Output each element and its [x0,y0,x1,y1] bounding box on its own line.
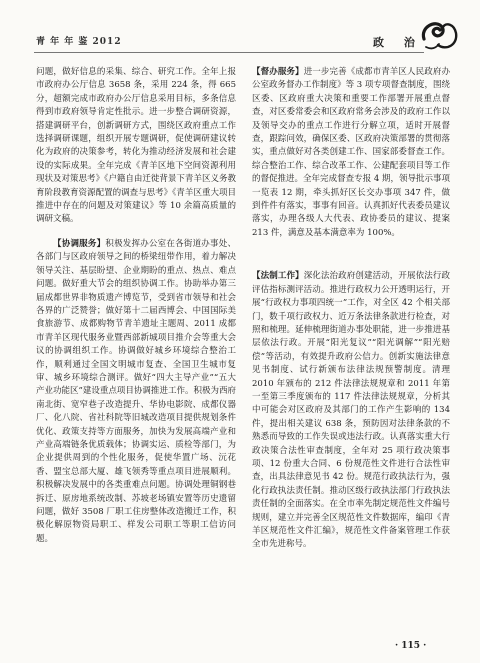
section-text: 深化法治政府创建活动，开展依法行政评估指标测评活动。推进行政权力公开透明运行，开展“行政权力事项四统一”工作，对全区 42 个相关部门，数千项行政权力、近万条法律条款进行检查，对照和梳理。延伸梳理街道办事处职能，进一步推进基层依法行政。开展“阳光复议”“阳光调解”“阳光赔偿”等活动，有效提升政府公信力。创新实施法律意见书制度、试行新颁布法律法规预警制度。清理 2010 年颁布的 212 件法律法规规章和 2011 年第一至第三季度颁布的 117 件法律法规规章，分析其中可能会对区政府及其部门的工作产生影响的 134 件，提出相关建议 638 条，预防因对法律条款的不熟悉而导致的工作失误或违法行政。认真落实重大行政决策合法性审查制度，全年对 25 项行政决策事项、12 份重大合同、6 份规范性文件进行合法性审查，出具法律意见书 42 份。规范行政执法行为，强化行政执法责任制。推动区级行政执法部门行政执法责任制的全面落实。在全市率先制定规范性文件编号规则，建立并完善全区规范性文件数据库，编印《青羊区规范性文件汇编》，规范性文件备案管理工作获全市先进称号。 [252,271,450,550]
header-rule [34,52,424,53]
section-title: 政 治 [373,36,423,49]
right-column [252,66,450,552]
intro-paragraph: 问题，做好信息的采集、综合、研究工作。全年上报市政府办公厅信息 3658 条，采用 224 条，得 665 分，超额完成市政府办公厅信息采用目标，多条信息得到市政府领导肯定性批示。进一步整合调研资源，搭建调研平台，创新调研方式，围绕区政府重点工作选择调研课题，组织开展专题调研，促使调研建议转化为政府的决策参考，转化为推动经济发展和社会建设的实际成果。全年完成《青羊区地下空间资源利用现状及对策思考》《户籍自由迁徙背景下青羊区义务教育阶段教育资源配置的调查与思考》《青羊区重大项目推进中存在的问题及对策建议》等 10 余篇高质量的调研文稿。 [36,67,236,225]
supervision-section [252,66,450,240]
coordination-section [36,238,236,546]
legal-section [252,270,450,552]
calligraphic-swirl-icon [418,15,462,55]
section-tag: 【法制工作】 [252,271,304,282]
page-header [0,0,480,60]
section-tag: 【协调服务】 [53,238,106,249]
section-text: 积极发挥办公室在各街道办事处、各部门与区政府领导之间的桥梁纽带作用，着力解决领导关注、基层盼望、企业期盼的重点、热点、难点问题。做好重大节会的组织协调工作。协助举办第三届成都世界非物质遗产博览节，受到省市领导和社会各界的广泛赞誉；做好第十二届西博会、中国国际美食旅游节、成都购物节青羊遗址主题周、2011 成都市青羊区现代服务业暨西部新城项目推介会等重大会议的协调组织工作。协调做好城乡环境综合整治工作，顺利通过全国文明城市复查、全国卫生城市复审、城乡环境综合测评。做好“四大主导产业”“五大产业功能区”建设重点项目协调推进工作。积极为西府南北街、宽窄巷子改造提升、华协电影院、成都仪器厂、化八院、省社科院等旧城改造项目提供规划条件优化、政策支持等方面服务，加快为发展高端产业和产业高端链条优质载体；协调实运、质检等部门，为企业提供周到的个性化服务，促使华置广场、沅花香、盟宝总部大厦、雄飞领秀等重点项目进展顺利。积极解决发展中的各类重难点问题。协调处理铜钢巷拆迁、原房地系统改制、苏坡老场镇安置等历史遗留问题，做好 3508 厂职工住房整体改造搬迁工作，积极化解原物资局职工、样发公司职工等职工信访问题。 [36,238,236,544]
section-text: 进一步完善《成都市青羊区人民政府办公室政务督办工作制度》等 3 项专项督查制度，围绕区委、区政府重大决策和重要工作部署开展重点督查，对区委常委会和区政府常务会涉及的政府工作以及领导交办的重点工作进行分解立项，适时开展督查，跟踪问效，确保区委、区政府决策部署的贯彻落实，重点做好对各类创建工作、国家部委督查工作。综合整治工作、综合改革工作、公建配套项目等工作的督促推进。全年完成督查专报 4 期，领导批示事项一览表 12 期，牵头抓好区长交办事项 347 件，做到件件有落实，事事有回音。认真抓好代表委员建议落实，办理各级人大代表、政协委员的建议、提案 213 件，满意及基本满意率为 100%。 [252,67,450,238]
left-column [36,66,236,546]
section-tag: 【督办服务】 [252,67,304,77]
yearbook-title: 青 年 年 鉴 2012 [36,37,122,47]
page-number: · 115 · [395,641,427,651]
